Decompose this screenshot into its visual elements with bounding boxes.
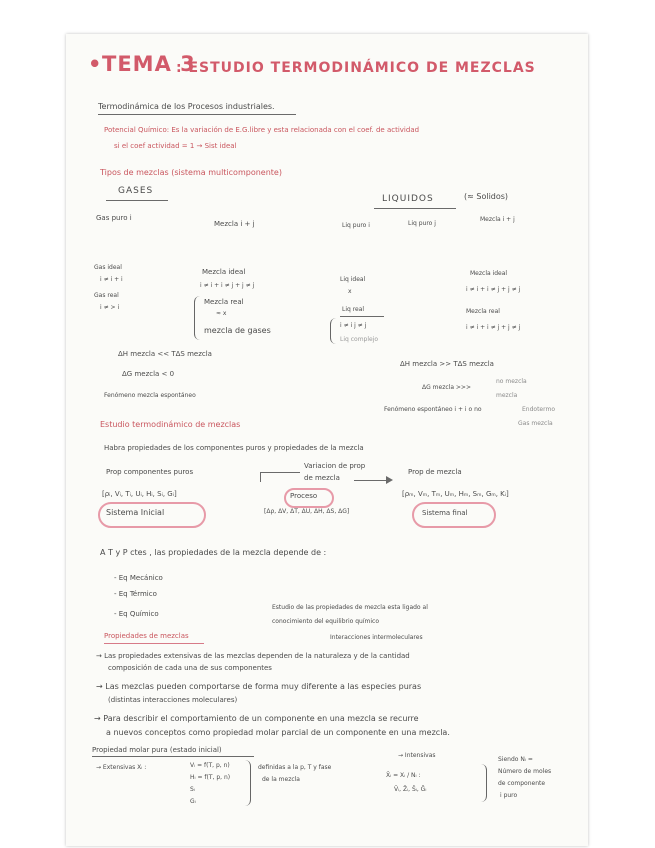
mezcla-real-liquidos-sub: i ≠ i + i ≠ j + j ≠ j bbox=[466, 324, 521, 331]
liq-real-underline bbox=[340, 316, 384, 317]
eq-line: A T y P ctes , las propiedades de la mezcla depende de : bbox=[100, 548, 327, 557]
formula-4: Gᵢ bbox=[190, 798, 196, 805]
vector-mid: [Δρ, ΔV, ΔT, ΔU, ΔH, ΔS, ΔG] bbox=[264, 508, 350, 515]
intensivas: → Intensivas bbox=[398, 752, 436, 759]
title-bullet: • bbox=[88, 52, 103, 76]
dh-right: ΔH mezcla >> TΔS mezcla bbox=[400, 360, 494, 368]
mezcla-ideal-gases-sub: i ≠ i + i ≠ j + j ≠ j bbox=[200, 282, 255, 289]
prop-mezcla: Prop de mezcla bbox=[408, 468, 462, 476]
props-bullet-1b: composición de cada una de sus componentes bbox=[108, 664, 272, 672]
mezcla-real-gases-sub: ≈ x bbox=[216, 310, 227, 317]
bottom-heading-underline bbox=[92, 756, 254, 757]
intro-line-1: Termodinámica de los Procesos industriales. bbox=[98, 102, 275, 111]
formula-brace bbox=[244, 760, 251, 806]
eq-note-3: Interacciones intermoleculares bbox=[330, 634, 423, 641]
mezcla-real-gases: Mezcla real bbox=[204, 298, 244, 306]
page-subtitle: : ESTUDIO TERMODINÁMICO DE MEZCLAS bbox=[176, 60, 536, 76]
fenomeno-right-tail-2: Gas mezcla bbox=[518, 420, 553, 427]
formula-2: Hᵢ = f(T, p, n) bbox=[190, 774, 231, 781]
intro-line-3: si el coef actividad = 1 → Sist ideal bbox=[114, 142, 237, 150]
liquidos-brace bbox=[330, 318, 337, 344]
mezcla-ideal-gases: Mezcla ideal bbox=[202, 268, 246, 276]
props-bullet-3a: → Para describir el comportamiento de un componente en una mezcla se recurre bbox=[94, 714, 419, 723]
liquidos-underline bbox=[374, 208, 456, 209]
xbar-def: X̄ᵢ = Xᵢ / Nᵢ : bbox=[386, 772, 421, 779]
liq-puro-j: Liq puro j bbox=[408, 220, 436, 227]
mezcla-de-gases: mezcla de gases bbox=[204, 326, 271, 335]
mezcla-ij-gases: Mezcla i + j bbox=[214, 220, 255, 228]
side-note-4: i puro bbox=[500, 792, 518, 799]
estudio-heading: Estudio termodinámico de mezclas bbox=[100, 420, 241, 429]
arrow-2-shaft bbox=[354, 480, 388, 481]
vector-right: [ρₘ, Vₘ, Tₘ, Uₘ, Hₘ, Sₘ, Gₘ, Kᵢ] bbox=[402, 490, 509, 498]
gases-brace bbox=[194, 296, 201, 340]
mezcla-ij-liquidos: Mezcla i + j bbox=[480, 216, 515, 223]
arrow-2-head bbox=[386, 476, 393, 484]
liq-real-sub-2: Liq complejo bbox=[340, 336, 379, 343]
solidos-label: (≈ Solidos) bbox=[464, 192, 509, 201]
gas-ideal: Gas ideal bbox=[94, 264, 122, 271]
eq-item-1: - Eq Mecánico bbox=[114, 574, 163, 582]
side-note-2: Número de moles bbox=[498, 768, 552, 775]
intro-underline bbox=[98, 114, 296, 115]
fenomeno-right: Fenómeno espontáneo i + i o no bbox=[384, 406, 482, 413]
props-bullet-2a: → Las mezclas pueden comportarse de forma muy diferente a las especies puras bbox=[96, 682, 422, 691]
eq-note-1: Estudio de las propiedades de mezcla esta ligado al bbox=[272, 604, 428, 611]
liq-real-sub-1: i ≠ i j ≠ j bbox=[340, 322, 367, 329]
page-title: TEMA 3 bbox=[102, 52, 196, 76]
formula-1: Vᵢ = f(T, p, n) bbox=[190, 762, 230, 769]
fenomeno-right-tail: Endotermo bbox=[522, 406, 555, 413]
sistema-inicial: Sistema Inicial bbox=[106, 508, 165, 517]
props-bullet-3b: a nuevos conceptos como propiedad molar parcial de un componente en una mezcla. bbox=[106, 728, 450, 737]
dg-right-a: no mezcla bbox=[496, 378, 527, 385]
arrow-1-shaft bbox=[260, 472, 300, 473]
dg-right: ΔG mezcla >>> bbox=[422, 384, 471, 391]
extensivas: → Extensivas Xᵢ : bbox=[96, 764, 147, 771]
liq-ideal-sub: x bbox=[348, 288, 352, 295]
props-heading: Propiedades de mezclas bbox=[104, 632, 189, 640]
sistema-final: Sistema final bbox=[422, 509, 468, 517]
liq-ideal: Liq ideal bbox=[340, 276, 366, 283]
liq-real: Liq real bbox=[342, 306, 365, 313]
definidas-1: definidas a la p, T y fase bbox=[258, 764, 332, 771]
side-note-3: de componente bbox=[498, 780, 546, 787]
liquidos-label: LIQUIDOS bbox=[382, 194, 434, 204]
xbar-list: V̄ᵢ, Z̄ᵢ, S̄ᵢ, Ḡᵢ bbox=[394, 786, 427, 793]
props-bullet-1a: → Las propiedades extensivas de las mezclas dependen de la naturaleza y de la cantidad bbox=[96, 652, 410, 660]
dg-left: ΔG mezcla < 0 bbox=[122, 370, 175, 378]
gas-real: Gas real bbox=[94, 292, 119, 299]
gases-label: GASES bbox=[118, 186, 154, 196]
fenomeno-left: Fenómeno mezcla espontáneo bbox=[104, 392, 196, 399]
eq-item-3: - Eq Químico bbox=[114, 610, 159, 618]
tipos-heading: Tipos de mezclas (sistema multicomponente) bbox=[100, 168, 282, 177]
props-underline bbox=[104, 643, 204, 644]
intensivas-brace bbox=[480, 764, 487, 802]
definidas-2: de la mezcla bbox=[262, 776, 300, 783]
variacion-prop: Variacion de prop bbox=[304, 462, 366, 470]
liq-puro-i: Liq puro i bbox=[342, 222, 370, 229]
bottom-heading: Propiedad molar pura (estado inicial) bbox=[92, 746, 222, 754]
gas-puro: Gas puro i bbox=[96, 214, 132, 222]
dg-right-b: mezcla bbox=[496, 392, 518, 399]
eq-note-2: conocimiento del equilibrio químico bbox=[272, 618, 380, 625]
gases-underline bbox=[106, 200, 168, 201]
mezcla-ideal-liquidos-sub: i ≠ i + i ≠ j + j ≠ j bbox=[466, 286, 521, 293]
eq-item-2: - Eq Térmico bbox=[114, 590, 157, 598]
vector-left: [ρᵢ, Vᵢ, Tᵢ, Uᵢ, Hᵢ, Sᵢ, Gᵢ] bbox=[102, 490, 177, 498]
de-mezcla: de mezcla bbox=[304, 474, 340, 482]
gas-real-sub: i ≠ > i bbox=[100, 304, 120, 311]
gas-ideal-sub: i ≠ i + i bbox=[100, 276, 123, 283]
proceso-label: Proceso bbox=[290, 492, 318, 500]
dh-left: ΔH mezcla << TΔS mezcla bbox=[118, 350, 212, 358]
formula-3: Sᵢ bbox=[190, 786, 195, 793]
side-note-1: Siendo Nᵢ = bbox=[498, 756, 533, 763]
prop-puros: Prop componentes puros bbox=[106, 468, 194, 476]
estudio-line-1: Habra propiedades de los componentes puros y propiedades de la mezcla bbox=[104, 444, 364, 452]
mezcla-ideal-liquidos: Mezcla ideal bbox=[470, 270, 508, 277]
notebook-page bbox=[66, 34, 588, 846]
props-bullet-2b: (distintas interacciones moleculares) bbox=[108, 696, 238, 704]
arrow-1-tick bbox=[260, 472, 261, 482]
mezcla-real-liquidos: Mezcla real bbox=[466, 308, 500, 315]
intro-line-2: Potencial Químico: Es la variación de E.G.libre y esta relacionada con el coef. de actividad bbox=[104, 126, 420, 134]
